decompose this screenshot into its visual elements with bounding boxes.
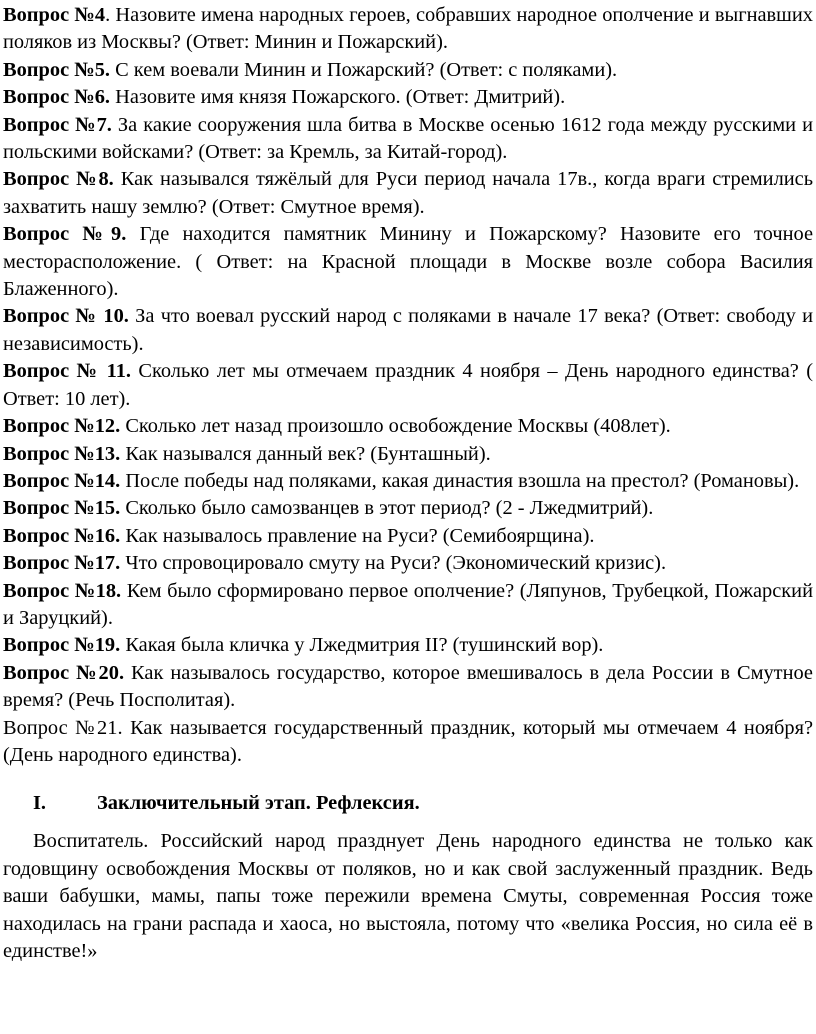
question-item	[3, 550, 813, 577]
question-text: Как называлось правление на Руси? (Семибоярщина).	[120, 524, 595, 547]
question-item	[3, 441, 813, 468]
question-label: Вопрос №15.	[3, 497, 121, 520]
question-text: Как называлось государство, которое вмешивалось в дела России в Смутное время? (Речь Посполитая).	[3, 661, 813, 712]
section-title: Заключительный этап. Рефлексия.	[97, 792, 420, 815]
question-text: За какие сооружения шла битва в Москве осенью 1612 года между русскими и польскими войсками? (Ответ: за Кремль, за Китай-город).	[3, 113, 813, 164]
question-label: Вопрос №5.	[3, 58, 111, 81]
question-label: Вопрос №7.	[3, 113, 112, 136]
question-item	[3, 632, 813, 659]
closing-paragraph: Воспитатель. Российский народ празднует День народного единства не только как годовщину освобождения Москвы от поляков, но и как свой заслуженный праздник. Ведь ваши бабушки, мамы, папы тоже пережили времена Смуты, современная Россия тоже находилась на грани распада и хаоса, но выстояла, потому что «велика Россия, но сила её в единстве!»	[3, 830, 813, 962]
question-text: С кем воевали Минин и Пожарский? (Ответ: с поляками).	[110, 58, 618, 81]
question-label: Вопрос №9.	[3, 223, 127, 246]
question-label: Вопрос №14.	[3, 469, 121, 492]
question-item	[3, 468, 813, 495]
section-numeral: I.	[33, 792, 47, 815]
question-text: Кем было сформировано первое ополчение? (Ляпунов, Трубецкой, Пожарский и Заруцкий).	[3, 579, 813, 629]
question-item	[3, 57, 813, 84]
question-text: Как назывался тяжёлый для Руси период начала 17в., когда враги стремились захватить нашу землю? (Ответ: Смутное время).	[3, 168, 814, 218]
question-label: Вопрос № 10.	[3, 305, 129, 328]
question-text: Как называется государственный праздник, который мы отмечаем 4 ноября? (День народного единства).	[3, 716, 814, 766]
question-item	[3, 303, 813, 358]
question-text: Где находится памятник Минину и Пожарскому? Назовите его точное месторасположение. ( Ответ: на Красной площади в Москве возле собора Василия Блаженного).	[3, 223, 813, 301]
question-text: Сколько было самозванцев в этот период? (2 - Лжедмитрий).	[120, 497, 654, 520]
question-item	[3, 2, 813, 57]
question-text: Назовите имя князя Пожарского. (Ответ: Дмитрий).	[110, 86, 566, 109]
question-item	[3, 413, 813, 440]
question-label: Вопрос №19.	[3, 634, 121, 657]
question-item	[3, 166, 813, 221]
document-page	[3, 2, 813, 986]
question-text: После победы над поляками, какая династия взошла на престол? (Романовы).	[120, 469, 800, 492]
question-label: Вопрос №8.	[3, 168, 114, 191]
question-text: Как назывался данный век? (Бунташный).	[120, 442, 491, 465]
question-item	[3, 221, 813, 303]
question-label: Вопрос №18.	[3, 579, 122, 602]
question-label: Вопрос №6.	[3, 86, 111, 109]
question-text: Что спровоцировало смуту на Руси? (Экономический кризис).	[120, 552, 667, 575]
question-label: Вопрос №13.	[3, 442, 121, 465]
question-item	[3, 495, 813, 522]
question-item	[3, 358, 813, 413]
question-item	[3, 715, 813, 770]
question-label: Вопрос №21.	[3, 716, 123, 739]
question-text: Сколько лет назад произошло освобождение Москвы (408лет).	[120, 415, 671, 438]
question-text: За что воевал русский народ с поляками в начале 17 века? (Ответ: свободу и независимость).	[3, 305, 813, 355]
question-label: Вопрос №12.	[3, 415, 121, 438]
question-item	[3, 660, 813, 715]
question-item	[3, 112, 813, 167]
question-label: Вопрос №4	[3, 4, 106, 26]
question-text: . Назовите имена народных героев, собравших народное ополчение и выгнавших поляков из Москвы? (Ответ: Минин и Пожарский).	[3, 4, 813, 54]
question-item	[3, 523, 813, 550]
section-heading	[3, 788, 813, 818]
question-label: Вопрос №16.	[3, 524, 121, 547]
question-label: Вопрос №20.	[3, 661, 125, 684]
question-text: Какая была кличка у Лжедмитрия II? (тушинский вор).	[120, 634, 604, 657]
question-list	[3, 2, 813, 769]
question-item	[3, 578, 813, 633]
question-label: Вопрос №17.	[3, 552, 121, 575]
question-item	[3, 84, 813, 111]
question-label: Вопрос № 11.	[3, 360, 132, 383]
question-text: Сколько лет мы отмечаем праздник 4 ноября – День народного единства? ( Ответ: 10 лет).	[3, 360, 813, 410]
